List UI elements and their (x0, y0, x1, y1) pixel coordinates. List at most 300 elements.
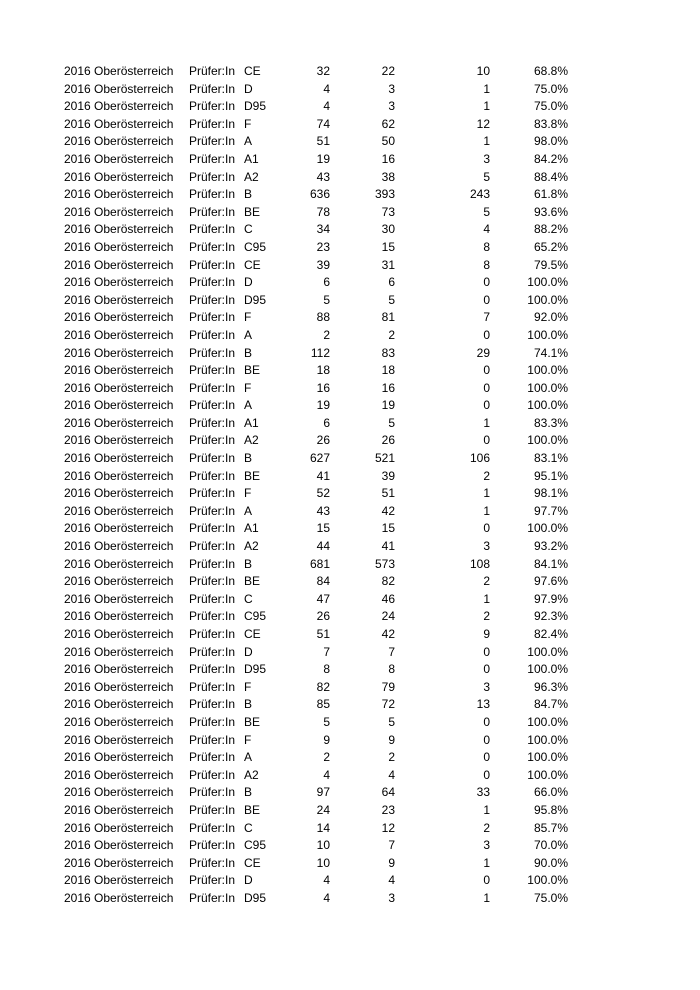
pass-rate-cell: 84.1% (533, 556, 568, 571)
failed-count-cell: 0 (483, 644, 490, 659)
total-count-cell: 32 (316, 64, 330, 78)
role-cell: Prüfer:In (189, 662, 236, 677)
role-cell: Prüfer:In (189, 574, 236, 589)
total-count-cell: 84 (316, 574, 330, 589)
table-row (0, 784, 700, 802)
year-region-cell: 2016 Oberösterreich (64, 239, 174, 254)
passed-count-cell: 4 (388, 873, 395, 888)
table-row (0, 626, 700, 644)
table-row (0, 591, 700, 609)
failed-count-cell: 3 (483, 679, 490, 694)
total-count-cell: 26 (316, 433, 330, 448)
failed-count-cell: 7 (483, 310, 490, 325)
role-cell: Prüfer:In (189, 363, 236, 378)
role-cell: Prüfer:In (189, 591, 236, 606)
failed-count-cell: 10 (476, 64, 490, 78)
role-cell: Prüfer:In (189, 345, 236, 360)
total-count-cell: 82 (316, 679, 330, 694)
pass-rate-cell: 100.0% (527, 767, 568, 782)
failed-count-cell: 0 (483, 873, 490, 888)
license-class-cell: D95 (244, 662, 267, 677)
total-count-cell: 4 (323, 81, 330, 96)
passed-count-cell: 30 (381, 222, 395, 237)
table-row (0, 116, 700, 134)
passed-count-cell: 5 (388, 415, 395, 430)
failed-count-cell: 5 (483, 169, 490, 184)
failed-count-cell: 8 (483, 239, 490, 254)
pass-rate-cell: 83.8% (533, 116, 568, 131)
failed-count-cell: 1 (483, 81, 490, 96)
total-count-cell: 5 (323, 714, 330, 729)
passed-count-cell: 81 (381, 310, 395, 325)
pass-rate-cell: 97.9% (533, 591, 568, 606)
role-cell: Prüfer:In (189, 644, 236, 659)
role-cell: Prüfer:In (189, 486, 236, 501)
role-cell: Prüfer:In (189, 503, 236, 518)
role-cell: Prüfer:In (189, 204, 236, 219)
total-count-cell: 74 (316, 116, 330, 131)
year-region-cell: 2016 Oberösterreich (64, 838, 174, 853)
license-class-cell: B (244, 785, 253, 800)
failed-count-cell: 0 (483, 398, 490, 413)
pass-rate-cell: 100.0% (527, 732, 568, 747)
role-cell: Prüfer:In (189, 310, 236, 325)
passed-count-cell: 12 (381, 820, 395, 835)
pass-rate-cell: 65.2% (533, 239, 568, 254)
license-class-cell: F (244, 679, 252, 694)
table-row (0, 732, 700, 750)
role-cell: Prüfer:In (189, 627, 236, 641)
passed-count-cell: 16 (381, 151, 395, 166)
total-count-cell: 8 (323, 662, 330, 677)
pass-rate-cell: 82.4% (533, 627, 568, 641)
total-count-cell: 6 (323, 415, 330, 430)
passed-count-cell: 16 (381, 380, 395, 395)
role-cell: Prüfer:In (189, 890, 236, 905)
license-class-cell: BE (244, 802, 261, 817)
total-count-cell: 2 (323, 327, 330, 342)
role-cell: Prüfer:In (189, 398, 236, 413)
role-cell: Prüfer:In (189, 539, 236, 554)
year-region-cell: 2016 Oberösterreich (64, 468, 174, 483)
table-row (0, 169, 700, 187)
year-region-cell: 2016 Oberösterreich (64, 679, 174, 694)
passed-count-cell: 83 (381, 345, 395, 360)
total-count-cell: 2 (323, 750, 330, 765)
pass-rate-cell: 100.0% (527, 327, 568, 342)
pass-rate-cell: 90.0% (533, 855, 568, 870)
passed-count-cell: 3 (388, 81, 395, 96)
license-class-cell: CE (244, 64, 261, 78)
year-region-cell: 2016 Oberösterreich (64, 415, 174, 430)
total-count-cell: 51 (316, 627, 330, 641)
failed-count-cell: 0 (483, 275, 490, 290)
pass-rate-cell: 74.1% (533, 345, 568, 360)
pass-rate-cell: 84.2% (533, 151, 568, 166)
passed-count-cell: 3 (388, 99, 395, 114)
passed-count-cell: 24 (381, 609, 395, 624)
year-region-cell: 2016 Oberösterreich (64, 873, 174, 888)
passed-count-cell: 79 (381, 679, 395, 694)
table-row (0, 309, 700, 327)
passed-count-cell: 42 (381, 627, 395, 641)
license-class-cell: F (244, 310, 252, 325)
total-count-cell: 51 (316, 134, 330, 149)
year-region-cell: 2016 Oberösterreich (64, 81, 174, 96)
license-class-cell: D (244, 275, 253, 290)
pass-rate-cell: 93.6% (533, 204, 568, 219)
total-count-cell: 47 (316, 591, 330, 606)
total-count-cell: 7 (323, 644, 330, 659)
failed-count-cell: 1 (483, 415, 490, 430)
data-table (0, 63, 700, 908)
passed-count-cell: 5 (388, 292, 395, 307)
year-region-cell: 2016 Oberösterreich (64, 767, 174, 782)
year-region-cell: 2016 Oberösterreich (64, 556, 174, 571)
passed-count-cell: 50 (381, 134, 395, 149)
table-row (0, 81, 700, 99)
table-row (0, 186, 700, 204)
year-region-cell: 2016 Oberösterreich (64, 204, 174, 219)
passed-count-cell: 51 (381, 486, 395, 501)
pass-rate-cell: 97.6% (533, 574, 568, 589)
role-cell: Prüfer:In (189, 81, 236, 96)
passed-count-cell: 521 (374, 451, 395, 466)
failed-count-cell: 33 (476, 785, 490, 800)
license-class-cell: D95 (244, 99, 267, 114)
year-region-cell: 2016 Oberösterreich (64, 451, 174, 466)
pass-rate-cell: 96.3% (533, 679, 568, 694)
failed-count-cell: 108 (469, 556, 490, 571)
year-region-cell: 2016 Oberösterreich (64, 292, 174, 307)
table-row (0, 133, 700, 151)
year-region-cell: 2016 Oberösterreich (64, 363, 174, 378)
failed-count-cell: 8 (483, 257, 490, 272)
failed-count-cell: 3 (483, 838, 490, 853)
failed-count-cell: 0 (483, 363, 490, 378)
pass-rate-cell: 61.8% (533, 187, 568, 202)
pass-rate-cell: 98.0% (533, 134, 568, 149)
failed-count-cell: 243 (469, 187, 490, 202)
table-row (0, 204, 700, 222)
total-count-cell: 15 (316, 521, 330, 536)
license-class-cell: BE (244, 204, 261, 219)
total-count-cell: 24 (316, 802, 330, 817)
table-row (0, 556, 700, 574)
license-class-cell: C (244, 222, 253, 237)
role-cell: Prüfer:In (189, 327, 236, 342)
passed-count-cell: 15 (381, 521, 395, 536)
table-row (0, 292, 700, 310)
year-region-cell: 2016 Oberösterreich (64, 714, 174, 729)
year-region-cell: 2016 Oberösterreich (64, 116, 174, 131)
license-class-cell: A (244, 134, 253, 149)
year-region-cell: 2016 Oberösterreich (64, 591, 174, 606)
license-class-cell: C95 (244, 838, 267, 853)
passed-count-cell: 46 (381, 591, 395, 606)
total-count-cell: 78 (316, 204, 330, 219)
passed-count-cell: 38 (381, 169, 395, 184)
total-count-cell: 4 (323, 873, 330, 888)
table-row (0, 397, 700, 415)
total-count-cell: 26 (316, 609, 330, 624)
year-region-cell: 2016 Oberösterreich (64, 785, 174, 800)
role-cell: Prüfer:In (189, 116, 236, 131)
year-region-cell: 2016 Oberösterreich (64, 327, 174, 342)
pass-rate-cell: 100.0% (527, 433, 568, 448)
table-row (0, 450, 700, 468)
pass-rate-cell: 75.0% (533, 890, 568, 905)
pass-rate-cell: 100.0% (527, 275, 568, 290)
table-row (0, 345, 700, 363)
total-count-cell: 4 (323, 767, 330, 782)
pass-rate-cell: 100.0% (527, 292, 568, 307)
year-region-cell: 2016 Oberösterreich (64, 802, 174, 817)
table-row (0, 802, 700, 820)
pass-rate-cell: 100.0% (527, 644, 568, 659)
passed-count-cell: 9 (388, 732, 395, 747)
year-region-cell: 2016 Oberösterreich (64, 134, 174, 149)
role-cell: Prüfer:In (189, 151, 236, 166)
passed-count-cell: 41 (381, 539, 395, 554)
table-row (0, 573, 700, 591)
year-region-cell: 2016 Oberösterreich (64, 398, 174, 413)
total-count-cell: 88 (316, 310, 330, 325)
role-cell: Prüfer:In (189, 697, 236, 712)
table-row (0, 837, 700, 855)
pass-rate-cell: 100.0% (527, 363, 568, 378)
license-class-cell: A2 (244, 433, 259, 448)
table-row (0, 327, 700, 345)
failed-count-cell: 0 (483, 327, 490, 342)
license-class-cell: C (244, 591, 253, 606)
role-cell: Prüfer:In (189, 99, 236, 114)
license-class-cell: A (244, 503, 253, 518)
passed-count-cell: 393 (374, 187, 395, 202)
license-class-cell: BE (244, 714, 261, 729)
pass-rate-cell: 97.7% (533, 503, 568, 518)
table-row (0, 274, 700, 292)
pass-rate-cell: 100.0% (527, 521, 568, 536)
table-row (0, 714, 700, 732)
failed-count-cell: 0 (483, 714, 490, 729)
total-count-cell: 10 (316, 855, 330, 870)
pass-rate-cell: 85.7% (533, 820, 568, 835)
failed-count-cell: 2 (483, 574, 490, 589)
total-count-cell: 44 (316, 539, 330, 554)
table-row (0, 503, 700, 521)
total-count-cell: 9 (323, 732, 330, 747)
total-count-cell: 10 (316, 838, 330, 853)
pass-rate-cell: 84.7% (533, 697, 568, 712)
year-region-cell: 2016 Oberösterreich (64, 380, 174, 395)
role-cell: Prüfer:In (189, 222, 236, 237)
license-class-cell: A1 (244, 521, 259, 536)
year-region-cell: 2016 Oberösterreich (64, 275, 174, 290)
license-class-cell: A1 (244, 415, 259, 430)
table-row (0, 696, 700, 714)
role-cell: Prüfer:In (189, 257, 236, 272)
role-cell: Prüfer:In (189, 292, 236, 307)
table-row (0, 362, 700, 380)
passed-count-cell: 82 (381, 574, 395, 589)
pass-rate-cell: 100.0% (527, 662, 568, 677)
license-class-cell: B (244, 187, 253, 202)
license-class-cell: CE (244, 855, 261, 870)
total-count-cell: 97 (316, 785, 330, 800)
failed-count-cell: 0 (483, 380, 490, 395)
failed-count-cell: 0 (483, 292, 490, 307)
pass-rate-cell: 68.8% (533, 64, 568, 78)
passed-count-cell: 15 (381, 239, 395, 254)
license-class-cell: BE (244, 363, 261, 378)
passed-count-cell: 19 (381, 398, 395, 413)
total-count-cell: 43 (316, 503, 330, 518)
failed-count-cell: 106 (469, 451, 490, 466)
role-cell: Prüfer:In (189, 609, 236, 624)
role-cell: Prüfer:In (189, 802, 236, 817)
table-row (0, 679, 700, 697)
total-count-cell: 34 (316, 222, 330, 237)
passed-count-cell: 73 (381, 204, 395, 219)
license-class-cell: CE (244, 627, 261, 641)
pass-rate-cell: 100.0% (527, 398, 568, 413)
license-class-cell: D (244, 644, 253, 659)
license-class-cell: B (244, 697, 253, 712)
license-class-cell: CE (244, 257, 261, 272)
role-cell: Prüfer:In (189, 415, 236, 430)
license-class-cell: B (244, 556, 253, 571)
year-region-cell: 2016 Oberösterreich (64, 732, 174, 747)
passed-count-cell: 22 (381, 64, 395, 78)
role-cell: Prüfer:In (189, 556, 236, 571)
failed-count-cell: 2 (483, 820, 490, 835)
failed-count-cell: 9 (483, 627, 490, 641)
passed-count-cell: 26 (381, 433, 395, 448)
role-cell: Prüfer:In (189, 64, 236, 78)
role-cell: Prüfer:In (189, 679, 236, 694)
role-cell: Prüfer:In (189, 380, 236, 395)
year-region-cell: 2016 Oberösterreich (64, 503, 174, 518)
license-class-cell: D (244, 81, 253, 96)
passed-count-cell: 4 (388, 767, 395, 782)
year-region-cell: 2016 Oberösterreich (64, 521, 174, 536)
total-count-cell: 43 (316, 169, 330, 184)
year-region-cell: 2016 Oberösterreich (64, 820, 174, 835)
license-class-cell: F (244, 732, 252, 747)
pass-rate-cell: 95.8% (533, 802, 568, 817)
failed-count-cell: 29 (476, 345, 490, 360)
year-region-cell: 2016 Oberösterreich (64, 697, 174, 712)
table-row (0, 767, 700, 785)
failed-count-cell: 1 (483, 486, 490, 501)
passed-count-cell: 6 (388, 275, 395, 290)
table-row (0, 63, 700, 81)
license-class-cell: C95 (244, 239, 267, 254)
failed-count-cell: 1 (483, 802, 490, 817)
passed-count-cell: 31 (381, 257, 395, 272)
role-cell: Prüfer:In (189, 855, 236, 870)
role-cell: Prüfer:In (189, 134, 236, 149)
pass-rate-cell: 92.0% (533, 310, 568, 325)
role-cell: Prüfer:In (189, 785, 236, 800)
year-region-cell: 2016 Oberösterreich (64, 662, 174, 677)
pass-rate-cell: 88.2% (533, 222, 568, 237)
failed-count-cell: 4 (483, 222, 490, 237)
passed-count-cell: 3 (388, 890, 395, 905)
license-class-cell: A (244, 398, 253, 413)
year-region-cell: 2016 Oberösterreich (64, 644, 174, 659)
license-class-cell: A2 (244, 767, 259, 782)
total-count-cell: 19 (316, 151, 330, 166)
table-row (0, 380, 700, 398)
year-region-cell: 2016 Oberösterreich (64, 574, 174, 589)
failed-count-cell: 0 (483, 521, 490, 536)
table-row (0, 890, 700, 908)
pass-rate-cell: 95.1% (533, 468, 568, 483)
total-count-cell: 19 (316, 398, 330, 413)
year-region-cell: 2016 Oberösterreich (64, 609, 174, 624)
total-count-cell: 627 (309, 451, 330, 466)
table-row (0, 257, 700, 275)
total-count-cell: 85 (316, 697, 330, 712)
table-row (0, 485, 700, 503)
failed-count-cell: 1 (483, 134, 490, 149)
failed-count-cell: 1 (483, 855, 490, 870)
failed-count-cell: 1 (483, 503, 490, 518)
total-count-cell: 4 (323, 99, 330, 114)
failed-count-cell: 0 (483, 662, 490, 677)
role-cell: Prüfer:In (189, 468, 236, 483)
pass-rate-cell: 88.4% (533, 169, 568, 184)
role-cell: Prüfer:In (189, 275, 236, 290)
total-count-cell: 5 (323, 292, 330, 307)
role-cell: Prüfer:In (189, 838, 236, 853)
role-cell: Prüfer:In (189, 451, 236, 466)
year-region-cell: 2016 Oberösterreich (64, 151, 174, 166)
passed-count-cell: 8 (388, 662, 395, 677)
role-cell: Prüfer:In (189, 433, 236, 448)
total-count-cell: 39 (316, 257, 330, 272)
license-class-cell: F (244, 380, 252, 395)
failed-count-cell: 0 (483, 433, 490, 448)
total-count-cell: 681 (309, 556, 330, 571)
license-class-cell: A2 (244, 169, 259, 184)
table-row (0, 98, 700, 116)
passed-count-cell: 64 (381, 785, 395, 800)
table-row (0, 661, 700, 679)
failed-count-cell: 13 (476, 697, 490, 712)
role-cell: Prüfer:In (189, 169, 236, 184)
license-class-cell: F (244, 116, 252, 131)
total-count-cell: 52 (316, 486, 330, 501)
role-cell: Prüfer:In (189, 767, 236, 782)
passed-count-cell: 2 (388, 327, 395, 342)
pass-rate-cell: 83.1% (533, 451, 568, 466)
license-class-cell: B (244, 451, 253, 466)
passed-count-cell: 39 (381, 468, 395, 483)
year-region-cell: 2016 Oberösterreich (64, 433, 174, 448)
pass-rate-cell: 100.0% (527, 750, 568, 765)
year-region-cell: 2016 Oberösterreich (64, 539, 174, 554)
year-region-cell: 2016 Oberösterreich (64, 64, 174, 78)
license-class-cell: BE (244, 574, 261, 589)
passed-count-cell: 18 (381, 363, 395, 378)
total-count-cell: 16 (316, 380, 330, 395)
pass-rate-cell: 66.0% (533, 785, 568, 800)
total-count-cell: 112 (310, 345, 330, 360)
failed-count-cell: 0 (483, 750, 490, 765)
